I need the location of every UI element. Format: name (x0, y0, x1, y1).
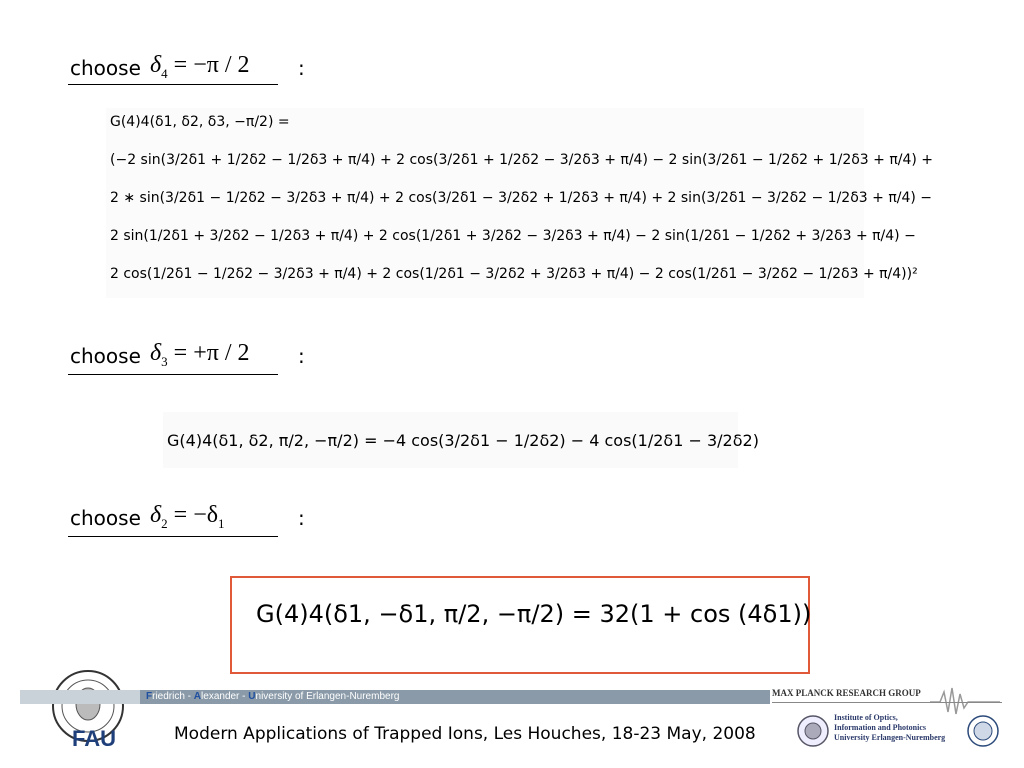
choose-heading-1 (68, 52, 308, 90)
colon: : (298, 506, 305, 530)
group-underline (772, 702, 1002, 703)
condition-value: = −π / 2 (173, 52, 250, 78)
fau-logo-text: FAU (72, 726, 116, 751)
choose-label: choose (70, 506, 141, 530)
underline (68, 374, 278, 375)
institute-seal-icon (796, 714, 830, 748)
name-part: riedrich - (152, 691, 194, 702)
underline (68, 84, 278, 85)
condition-rhs-subscript: 1 (218, 515, 225, 531)
footer-gray-band (20, 690, 140, 704)
equation-line-0: G(4)4(δ1, δ2, δ3, −π/2) = (110, 114, 290, 130)
result-box (230, 576, 810, 674)
condition-symbol: δ (150, 52, 162, 78)
equation-block-1 (106, 108, 934, 298)
conference-title: Modern Applications of Trapped Ions, Les Houches, 18-23 May, 2008 (174, 724, 756, 744)
equation-2: G(4)4(δ1, δ2, π/2, −π/2) = −4 cos(3/2δ1 − 1/2δ2) − 4 cos(1/2δ1 − 3/2δ2) (163, 412, 738, 468)
condition-delta3 (150, 340, 250, 370)
choose-label: choose (70, 344, 141, 368)
letter-u: U (248, 691, 256, 702)
condition-value: = +π / 2 (173, 340, 250, 366)
condition-symbol: δ (150, 502, 162, 528)
colon: : (298, 56, 305, 80)
condition-delta2 (150, 502, 225, 532)
condition-delta4 (150, 52, 250, 82)
condition-symbol: δ (150, 340, 162, 366)
equation-line-2: 2 ∗ sin(3/2δ1 − 1/2δ2 − 3/2δ3 + π/4) + 2 cos(3/2δ1 − 3/2δ2 + 1/2δ3 + π/4) + 2 sin(3/2δ1 − 3/2δ2 − 1/2δ3 + π/4) − (110, 190, 933, 206)
condition-subscript: 4 (161, 65, 168, 81)
max-planck-group: MAX PLANCK RESEARCH GROUP (772, 688, 921, 698)
letter-f: F (146, 691, 153, 702)
result-equation: G(4)4(δ1, −δ1, π/2, −π/2) = 32(1 + cos (4δ1)) (256, 600, 812, 628)
institute-line: University Erlangen-Nuremberg (834, 733, 946, 742)
max-planck-seal-icon (966, 714, 1000, 748)
institute-name (834, 713, 945, 743)
condition-value: = −δ (173, 502, 219, 528)
choose-label: choose (70, 56, 141, 80)
university-name (146, 690, 399, 704)
equation-line-3: 2 sin(1/2δ1 + 3/2δ2 − 1/2δ3 + π/4) + 2 cos(1/2δ1 + 3/2δ2 − 3/2δ3 + π/4) − 2 sin(1/2δ1 − 1/2δ2 + 3/2δ3 + π/4) − (110, 228, 916, 244)
equation-line-4: 2 cos(1/2δ1 − 1/2δ2 − 3/2δ3 + π/4) + 2 cos(1/2δ1 − 3/2δ2 + 3/2δ3 + π/4) − 2 cos(1/2δ1 − 3/2δ2 − 1/2δ3 + π/4))² (110, 266, 918, 282)
colon: : (298, 344, 305, 368)
equation-line-1: (−2 sin(3/2δ1 + 1/2δ2 − 1/2δ3 + π/4) + 2 cos(3/2δ1 + 1/2δ2 − 3/2δ3 + π/4) − 2 sin(3/2δ1 − 1/2δ2 + 1/2δ3 + π/4) + (110, 152, 934, 168)
name-part: lexander - (201, 691, 249, 702)
institute-line: Information and Photonics (834, 723, 927, 732)
condition-subscript: 2 (161, 515, 168, 531)
institute-line: Institute of Optics, (834, 713, 898, 722)
letter-a: A (193, 691, 202, 702)
underline (68, 536, 278, 537)
choose-heading-3 (68, 502, 308, 540)
choose-heading-2 (68, 340, 308, 378)
name-part: niversity of Erlangen-Nuremberg (255, 691, 400, 702)
condition-subscript: 3 (161, 353, 168, 369)
